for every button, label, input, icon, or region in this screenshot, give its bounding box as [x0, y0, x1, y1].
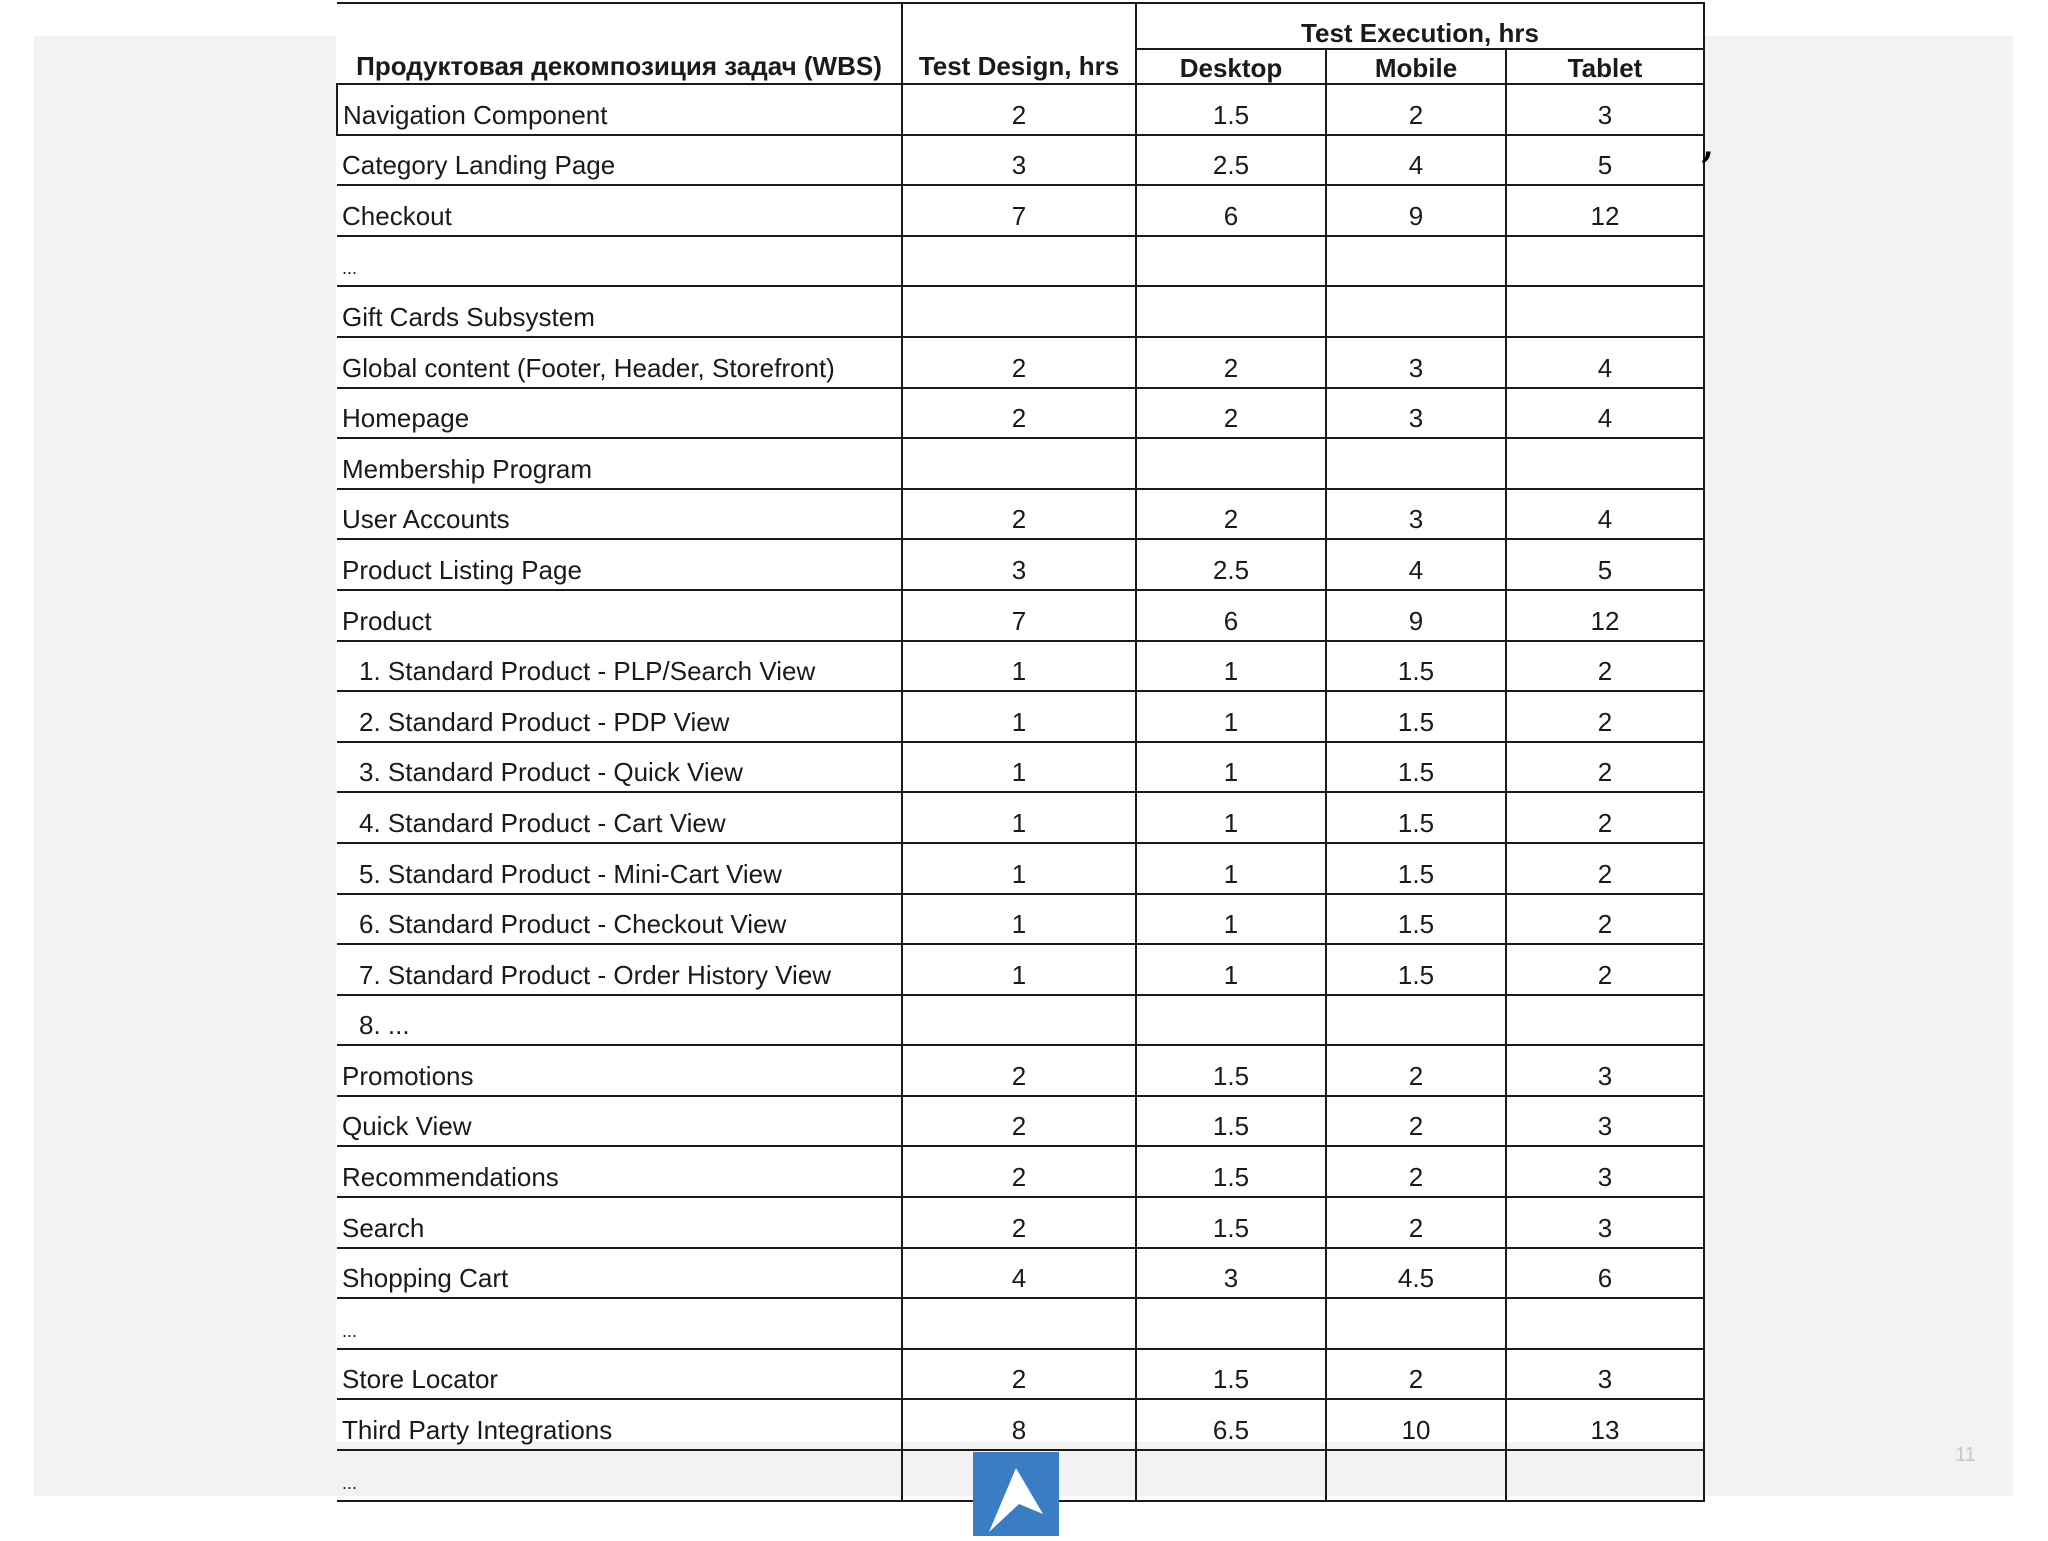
table-row: [337, 641, 1704, 692]
row-tablet: 2: [1506, 742, 1704, 793]
row-test-design: 4: [902, 1248, 1136, 1299]
row-mobile: 3: [1326, 337, 1506, 388]
row-desktop: 1.5: [1136, 84, 1326, 135]
table-row: [337, 489, 1704, 540]
table-row: [337, 135, 1704, 186]
row-test-design: 1: [902, 641, 1136, 692]
row-desktop: 6: [1136, 590, 1326, 641]
row-desktop: 1.5: [1136, 1146, 1326, 1197]
row-name: ...: [337, 1298, 902, 1349]
row-test-design: 7: [902, 590, 1136, 641]
table-body: [337, 84, 1704, 1501]
row-desktop: 2: [1136, 388, 1326, 439]
table-row: [337, 944, 1704, 995]
row-test-design: [902, 995, 1136, 1046]
row-name: ...: [337, 1450, 902, 1501]
row-desktop: 1.5: [1136, 1349, 1326, 1400]
row-test-design: [902, 236, 1136, 287]
table-row: [337, 1399, 1704, 1450]
table-row: [337, 185, 1704, 236]
row-desktop: 3: [1136, 1248, 1326, 1299]
row-mobile: 2: [1326, 1146, 1506, 1197]
row-name: Promotions: [337, 1045, 902, 1096]
row-test-design: [902, 438, 1136, 489]
row-mobile: 1.5: [1326, 641, 1506, 692]
row-test-design: 3: [902, 539, 1136, 590]
row-mobile: 4.5: [1326, 1248, 1506, 1299]
table-row: [337, 84, 1704, 135]
row-tablet: 2: [1506, 894, 1704, 945]
table-row: [337, 1146, 1704, 1197]
row-desktop: [1136, 1298, 1326, 1349]
row-tablet: 4: [1506, 337, 1704, 388]
page-number: 11: [1955, 1444, 1976, 1466]
row-test-design: 1: [902, 742, 1136, 793]
row-desktop: [1136, 438, 1326, 489]
row-test-design: [902, 1298, 1136, 1349]
row-desktop: 2: [1136, 337, 1326, 388]
row-mobile: 1.5: [1326, 944, 1506, 995]
row-desktop: 1: [1136, 843, 1326, 894]
row-test-design: 2: [902, 1197, 1136, 1248]
row-tablet: 2: [1506, 641, 1704, 692]
row-mobile: [1326, 995, 1506, 1046]
row-tablet: 4: [1506, 388, 1704, 439]
row-name: Category Landing Page: [337, 135, 902, 186]
row-mobile: 3: [1326, 388, 1506, 439]
row-name: Checkout: [337, 185, 902, 236]
table-row: [337, 1096, 1704, 1147]
row-test-design: 2: [902, 84, 1136, 135]
row-mobile: [1326, 286, 1506, 337]
row-desktop: [1136, 995, 1326, 1046]
row-name: Navigation Component: [337, 84, 902, 135]
table-row: [337, 1248, 1704, 1299]
row-name: Recommendations: [337, 1146, 902, 1197]
header-desktop: Desktop: [1136, 49, 1326, 84]
row-mobile: 1.5: [1326, 894, 1506, 945]
row-test-design: 3: [902, 135, 1136, 186]
row-desktop: [1136, 236, 1326, 287]
row-name: 3. Standard Product - Quick View: [337, 742, 902, 793]
table-row: [337, 742, 1704, 793]
row-tablet: 3: [1506, 84, 1704, 135]
row-mobile: [1326, 438, 1506, 489]
row-desktop: 1: [1136, 691, 1326, 742]
header-test-execution: Test Execution, hrs: [1136, 3, 1704, 49]
row-mobile: 1.5: [1326, 843, 1506, 894]
row-mobile: 1.5: [1326, 691, 1506, 742]
row-name: Third Party Integrations: [337, 1399, 902, 1450]
row-desktop: 2: [1136, 489, 1326, 540]
wbs-estimate-table: [336, 2, 1705, 1502]
row-tablet: 5: [1506, 135, 1704, 186]
row-name: Search: [337, 1197, 902, 1248]
row-name: Shopping Cart: [337, 1248, 902, 1299]
header-test-design: Test Design, hrs: [902, 3, 1136, 84]
row-desktop: 1: [1136, 742, 1326, 793]
row-name: Quick View: [337, 1096, 902, 1147]
row-test-design: 2: [902, 1349, 1136, 1400]
row-mobile: 1.5: [1326, 742, 1506, 793]
row-mobile: 2: [1326, 84, 1506, 135]
table-row: [337, 894, 1704, 945]
row-mobile: [1326, 1298, 1506, 1349]
row-test-design: 7: [902, 185, 1136, 236]
row-name: Membership Program: [337, 438, 902, 489]
row-tablet: [1506, 1298, 1704, 1349]
row-mobile: 2: [1326, 1349, 1506, 1400]
row-mobile: 4: [1326, 539, 1506, 590]
row-tablet: 3: [1506, 1146, 1704, 1197]
row-tablet: 2: [1506, 944, 1704, 995]
table-row: [337, 1298, 1704, 1349]
table-row: [337, 1045, 1704, 1096]
table-row: [337, 337, 1704, 388]
table-row: [337, 1349, 1704, 1400]
row-tablet: 2: [1506, 843, 1704, 894]
row-test-design: 1: [902, 792, 1136, 843]
row-test-design: [902, 286, 1136, 337]
row-mobile: 2: [1326, 1197, 1506, 1248]
table-row: [337, 843, 1704, 894]
table-row: [337, 590, 1704, 641]
row-mobile: [1326, 236, 1506, 287]
row-tablet: [1506, 286, 1704, 337]
row-name: Product: [337, 590, 902, 641]
row-tablet: 3: [1506, 1197, 1704, 1248]
row-name: User Accounts: [337, 489, 902, 540]
row-mobile: 3: [1326, 489, 1506, 540]
row-mobile: 9: [1326, 185, 1506, 236]
row-desktop: [1136, 1450, 1326, 1501]
row-test-design: 2: [902, 489, 1136, 540]
table-row: [337, 995, 1704, 1046]
row-desktop: 2.5: [1136, 135, 1326, 186]
header-mobile: Mobile: [1326, 49, 1506, 84]
row-tablet: 6: [1506, 1248, 1704, 1299]
row-name: 8. ...: [337, 995, 902, 1046]
row-name: 4. Standard Product - Cart View: [337, 792, 902, 843]
row-tablet: 3: [1506, 1045, 1704, 1096]
row-name: Store Locator: [337, 1349, 902, 1400]
row-tablet: 3: [1506, 1349, 1704, 1400]
row-mobile: 1.5: [1326, 792, 1506, 843]
row-mobile: 2: [1326, 1045, 1506, 1096]
row-mobile: [1326, 1450, 1506, 1501]
arrow-logo-icon: [973, 1452, 1059, 1536]
row-test-design: 2: [902, 337, 1136, 388]
row-tablet: 2: [1506, 691, 1704, 742]
row-name: Global content (Footer, Header, Storefront): [337, 337, 902, 388]
header-wbs: Продуктовая декомпозиция задач (WBS): [337, 3, 902, 84]
row-name: Gift Cards Subsystem: [337, 286, 902, 337]
wbs-estimate-table-container: [336, 2, 1703, 1493]
row-tablet: 12: [1506, 185, 1704, 236]
row-test-design: 2: [902, 1045, 1136, 1096]
stray-comma-mark: ,: [1700, 113, 1716, 169]
row-test-design: 1: [902, 843, 1136, 894]
table-row: [337, 691, 1704, 742]
row-mobile: 10: [1326, 1399, 1506, 1450]
row-desktop: 1.5: [1136, 1096, 1326, 1147]
table-row: [337, 792, 1704, 843]
row-name: 5. Standard Product - Mini-Cart View: [337, 843, 902, 894]
row-tablet: 4: [1506, 489, 1704, 540]
row-name: Homepage: [337, 388, 902, 439]
header-tablet: Tablet: [1506, 49, 1704, 84]
row-desktop: 6: [1136, 185, 1326, 236]
row-desktop: [1136, 286, 1326, 337]
row-desktop: 2.5: [1136, 539, 1326, 590]
row-tablet: 12: [1506, 590, 1704, 641]
row-test-design: 1: [902, 944, 1136, 995]
row-test-design: 2: [902, 1146, 1136, 1197]
table-row: [337, 236, 1704, 287]
row-test-design: 2: [902, 388, 1136, 439]
row-mobile: 2: [1326, 1096, 1506, 1147]
row-test-design: 1: [902, 691, 1136, 742]
row-test-design: 1: [902, 894, 1136, 945]
row-tablet: 3: [1506, 1096, 1704, 1147]
table-row: [337, 286, 1704, 337]
row-desktop: 1: [1136, 792, 1326, 843]
row-tablet: [1506, 995, 1704, 1046]
row-name: ...: [337, 236, 902, 287]
row-tablet: 5: [1506, 539, 1704, 590]
row-mobile: 9: [1326, 590, 1506, 641]
row-desktop: 1.5: [1136, 1045, 1326, 1096]
row-desktop: 1: [1136, 641, 1326, 692]
row-tablet: 2: [1506, 792, 1704, 843]
row-tablet: [1506, 1450, 1704, 1501]
row-name: 6. Standard Product - Checkout View: [337, 894, 902, 945]
table-row: [337, 388, 1704, 439]
row-name: 1. Standard Product - PLP/Search View: [337, 641, 902, 692]
row-tablet: [1506, 438, 1704, 489]
row-desktop: 6.5: [1136, 1399, 1326, 1450]
table-row: [337, 1197, 1704, 1248]
row-name: Product Listing Page: [337, 539, 902, 590]
row-name: 2. Standard Product - PDP View: [337, 691, 902, 742]
row-tablet: 13: [1506, 1399, 1704, 1450]
table-row: [337, 438, 1704, 489]
row-mobile: 4: [1326, 135, 1506, 186]
row-test-design: 2: [902, 1096, 1136, 1147]
row-desktop: 1: [1136, 944, 1326, 995]
row-desktop: 1.5: [1136, 1197, 1326, 1248]
table-row: [337, 539, 1704, 590]
row-desktop: 1: [1136, 894, 1326, 945]
row-test-design: 8: [902, 1399, 1136, 1450]
row-name: 7. Standard Product - Order History View: [337, 944, 902, 995]
row-tablet: [1506, 236, 1704, 287]
